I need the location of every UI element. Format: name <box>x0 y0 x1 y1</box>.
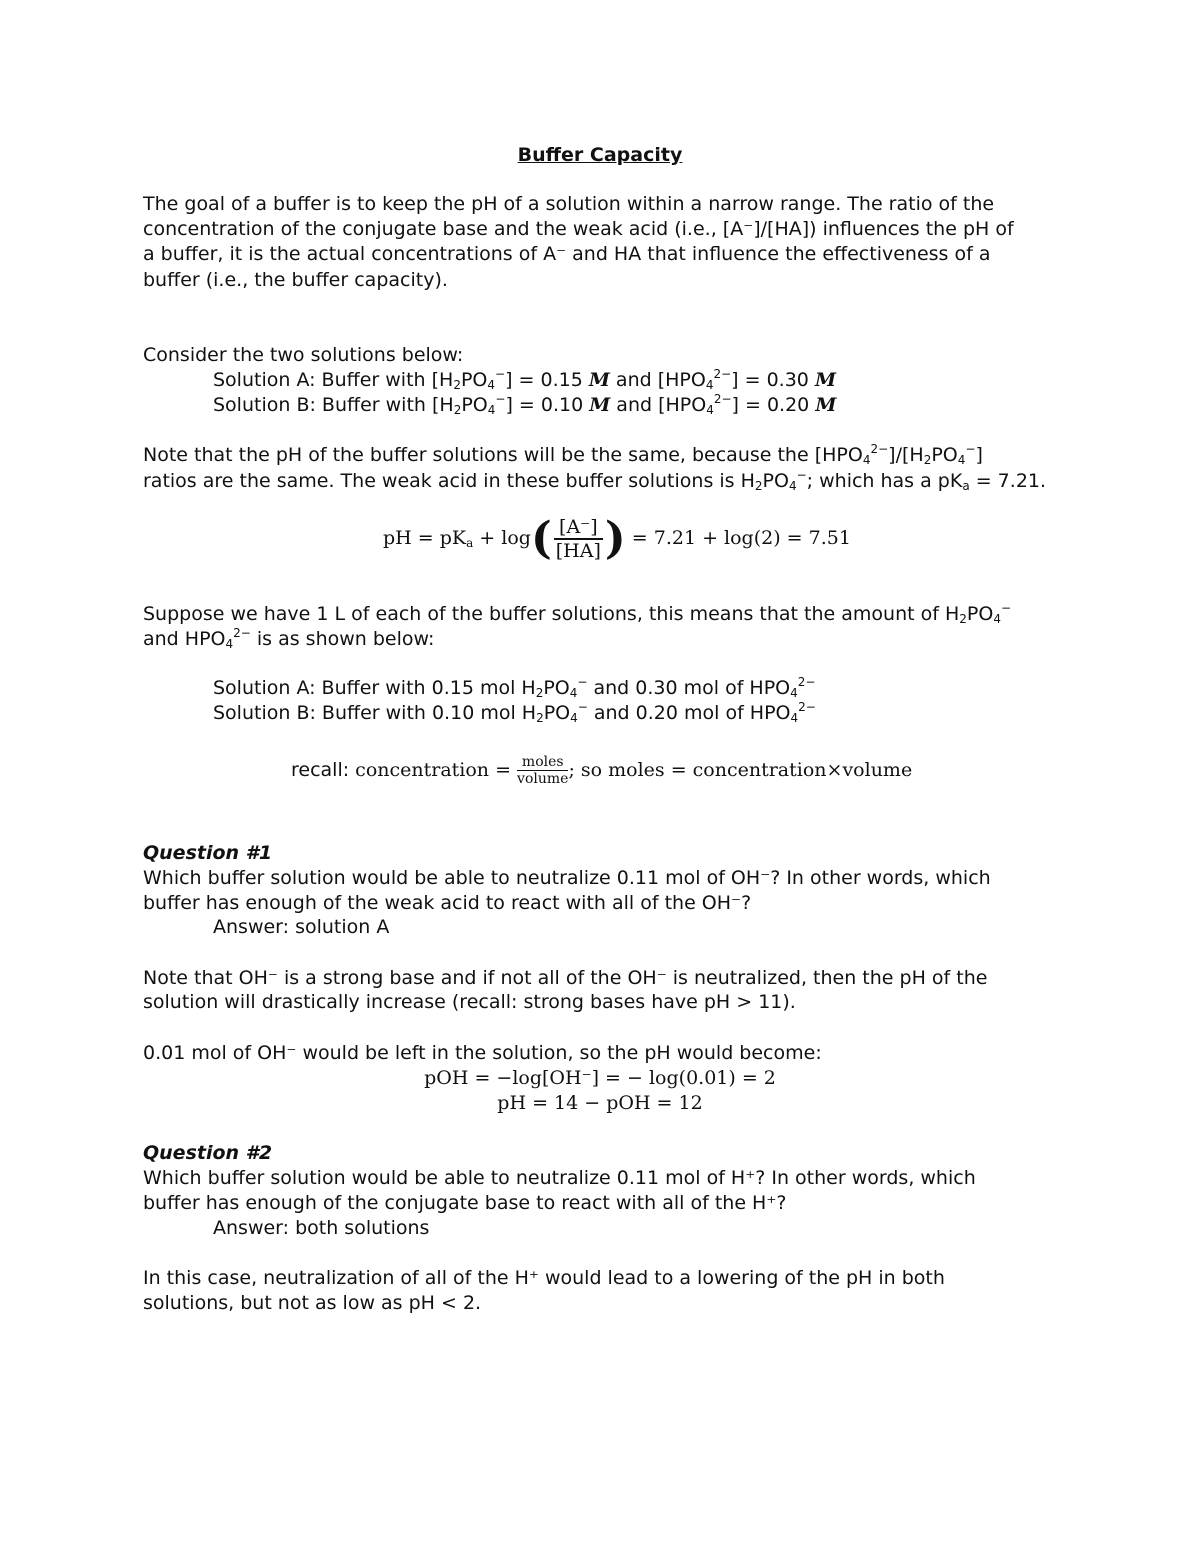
intro-line-2: concentration of the conjugate base and the weak acid (i.e., [A⁻]/[HA]) influences the pH of <box>143 218 1014 240</box>
note-strong-base-line-2: solution will drastically increase (recall: strong bases have pH > 11). <box>143 991 796 1013</box>
note-ratio-line-2: ratios are the same. The weak acid in these buffer solutions is $H_2PO_4^-$; which has a $pK_a = 7.21$. <box>143 468 1047 493</box>
page-title: Buffer Capacity <box>517 144 683 166</box>
note-ratio-line-1: Note that the pH of the buffer solutions will be the same, because the $[HPO_4^{2-}]/[H_2PO_4^-]$ <box>143 442 983 467</box>
suppose-line-1: Suppose we have 1 L of each of the buffer solutions, this means that the amount of $H_2PO_4^-$ <box>143 601 1012 626</box>
question-2-line-1: Which buffer solution would be able to neutralize 0.11 mol of H⁺? In other words, which <box>143 1167 976 1189</box>
solution-b-moles: Solution B: Buffer with 0.10 mol $H_2PO_4^-$ and 0.20 mol of $HPO_4^{2-}$ <box>213 700 816 725</box>
poh-equation: pOH = −log[OH⁻] = − log(0.01) = 2 <box>424 1067 776 1089</box>
question-2-heading: Question #2 <box>143 1142 273 1164</box>
intro-line-1: The goal of a buffer is to keep the pH of a solution within a narrow range. The ratio of the <box>143 193 995 215</box>
conclusion-line-1: In this case, neutralization of all of the H⁺ would lead to a lowering of the pH in both <box>143 1267 945 1289</box>
question-1-line-2: buffer has enough of the weak acid to react with all of the OH⁻? <box>143 892 752 914</box>
consider-line: Consider the two solutions below: <box>143 344 464 366</box>
intro-line-3: a buffer, it is the actual concentrations of A⁻ and HA that influence the effectiveness of a <box>143 243 991 265</box>
leftover-line: 0.01 mol of OH⁻ would be left in the solution, so the pH would become: <box>143 1042 822 1064</box>
question-1-answer: Answer: solution A <box>213 916 390 938</box>
conclusion-line-2: solutions, but not as low as pH < 2. <box>143 1292 482 1314</box>
solution-a-concentrations: Solution A: Buffer with $[H_2PO_4^-] = 0.15$ M and $[HPO_4^{2-}] = 0.30$ M <box>213 367 836 392</box>
recall-formula: recall: concentration = $\frac{\text{moles}}{\text{volume}}$; so moles = concentration×volume <box>291 754 913 787</box>
henderson-hasselbalch-equation: pH = $pK_a + \log$( $\frac{[A^-]}{[HA]}$ ) = 7.21 + log(2) = 7.51 <box>383 513 851 564</box>
question-1-line-1: Which buffer solution would be able to neutralize 0.11 mol of OH⁻? In other words, which <box>143 867 991 889</box>
solution-a-moles: Solution A: Buffer with 0.15 mol $H_2PO_4^-$ and 0.30 mol of $HPO_4^{2-}$ <box>213 675 816 700</box>
suppose-line-2: and $HPO_4^{2-}$ is as shown below: <box>143 626 435 651</box>
solution-b-concentrations: Solution B: Buffer with $[H_2PO_4^-] = 0.10$ M and $[HPO_4^{2-}] = 0.20$ M <box>213 392 837 417</box>
ph-equation: pH = 14 − pOH = 12 <box>497 1092 703 1114</box>
question-1-heading: Question #1 <box>143 842 273 864</box>
question-2-line-2: buffer has enough of the conjugate base to react with all of the H⁺? <box>143 1192 787 1214</box>
question-2-answer: Answer: both solutions <box>213 1217 430 1239</box>
note-strong-base-line-1: Note that OH⁻ is a strong base and if not all of the OH⁻ is neutralized, then the pH of the <box>143 967 988 989</box>
intro-line-4: buffer (i.e., the buffer capacity). <box>143 269 448 291</box>
